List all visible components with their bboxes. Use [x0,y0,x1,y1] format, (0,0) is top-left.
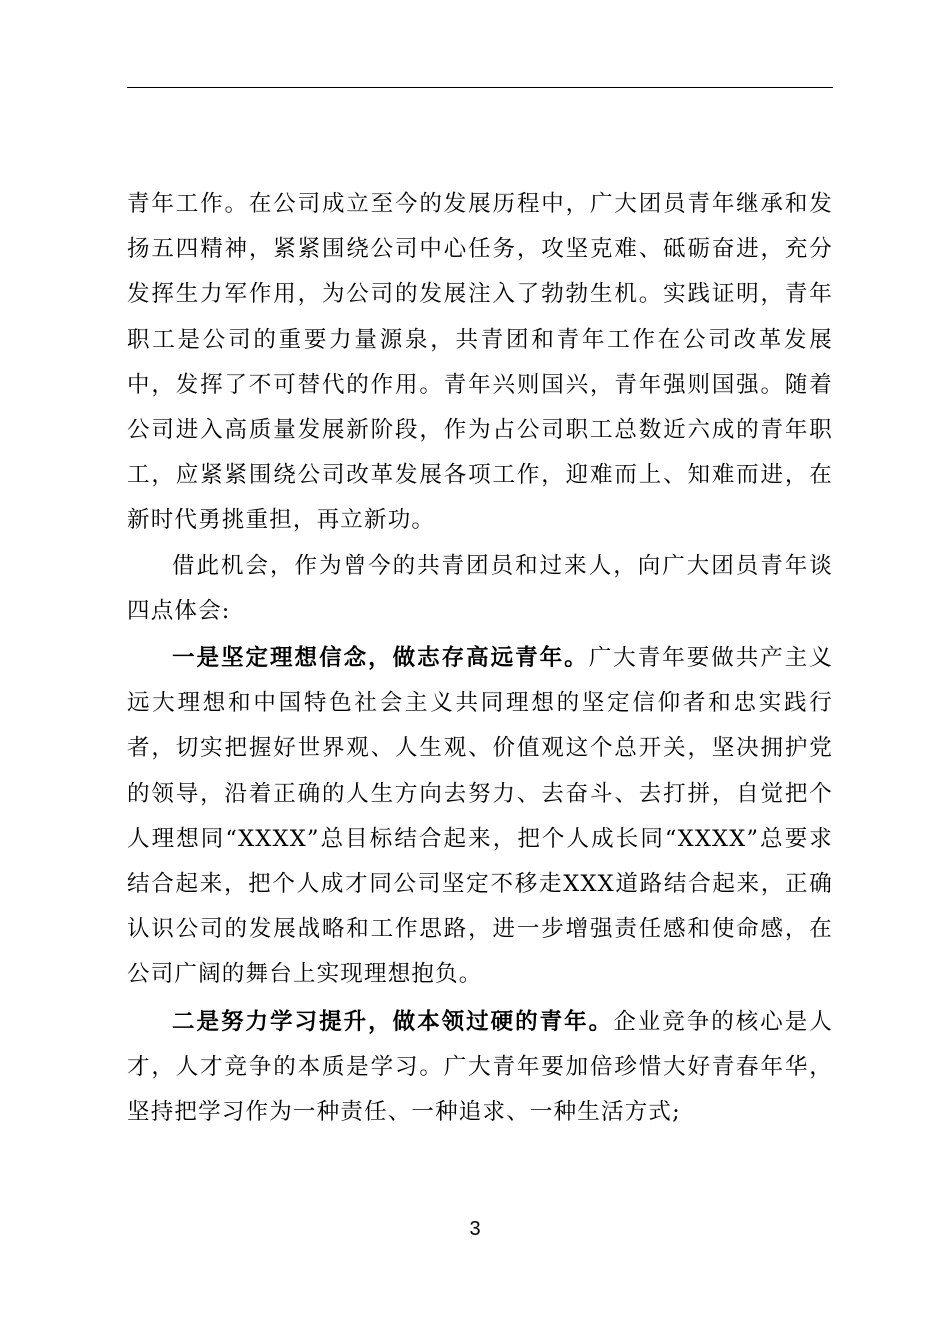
header-rule [127,87,833,88]
paragraph-text: 广大青年要做共产主义远大理想和中国特色社会主义共同理想的坚定信仰者和忠实践行者，切实把握好世界观、人生观、价值观这个总开关，坚决拥护党的领导，沿着正确的人生方向去努力、去奋斗、去打拼，自觉把个人理想同“XXXX”总目标结合起来，把个人成长同“XXXX”总要求结合起来，把个人成才同公司坚定不移走XXX道路结合起来，正确认识公司的发展战略和工作思路，进一步增强责任感和使命感，在公司广阔的舞台上实现理想抱负。 [127,645,833,988]
paragraph-3 [127,636,833,998]
paragraph-text: 企业竞争的核心是人才，人才竞争的本质是学习。广大青年要加倍珍惜大好青春年华，坚持把学习作为一种责任、一种追求、一种生活方式; [127,1008,833,1126]
paragraph-text: 青年工作。在公司成立至今的发展历程中，广大团员青年继承和发扬五四精神，紧紧围绕公司中心任务，攻坚克难、砥砺奋进，充分发挥生力军作用，为公司的发展注入了勃勃生机。实践证明，青年职工是公司的重要力量源泉，共青团和青年工作在公司改革发展中，发挥了不可替代的作用。青年兴则国兴，青年强则国强。随着公司进入高质量发展新阶段，作为占公司职工总数近六成的青年职工，应紧紧围绕公司改革发展各项工作，迎难而上、知难而进，在新时代勇挑重担，再立新功。 [127,191,833,534]
paragraph-lead: 二是努力学习提升，做本领过硬的青年。 [172,1008,614,1035]
page-number: 3 [469,1218,481,1240]
paragraph-1 [127,182,833,544]
paragraph-4 [127,1000,833,1136]
paragraph-text: 借此机会，作为曾今的共青团员和过来人，向广大团员青年谈四点体会: [127,552,833,624]
paragraph-2 [127,544,833,634]
body-text [127,182,833,1135]
paragraph-lead: 一是坚定理想信念，做志存高远青年。 [172,645,589,672]
